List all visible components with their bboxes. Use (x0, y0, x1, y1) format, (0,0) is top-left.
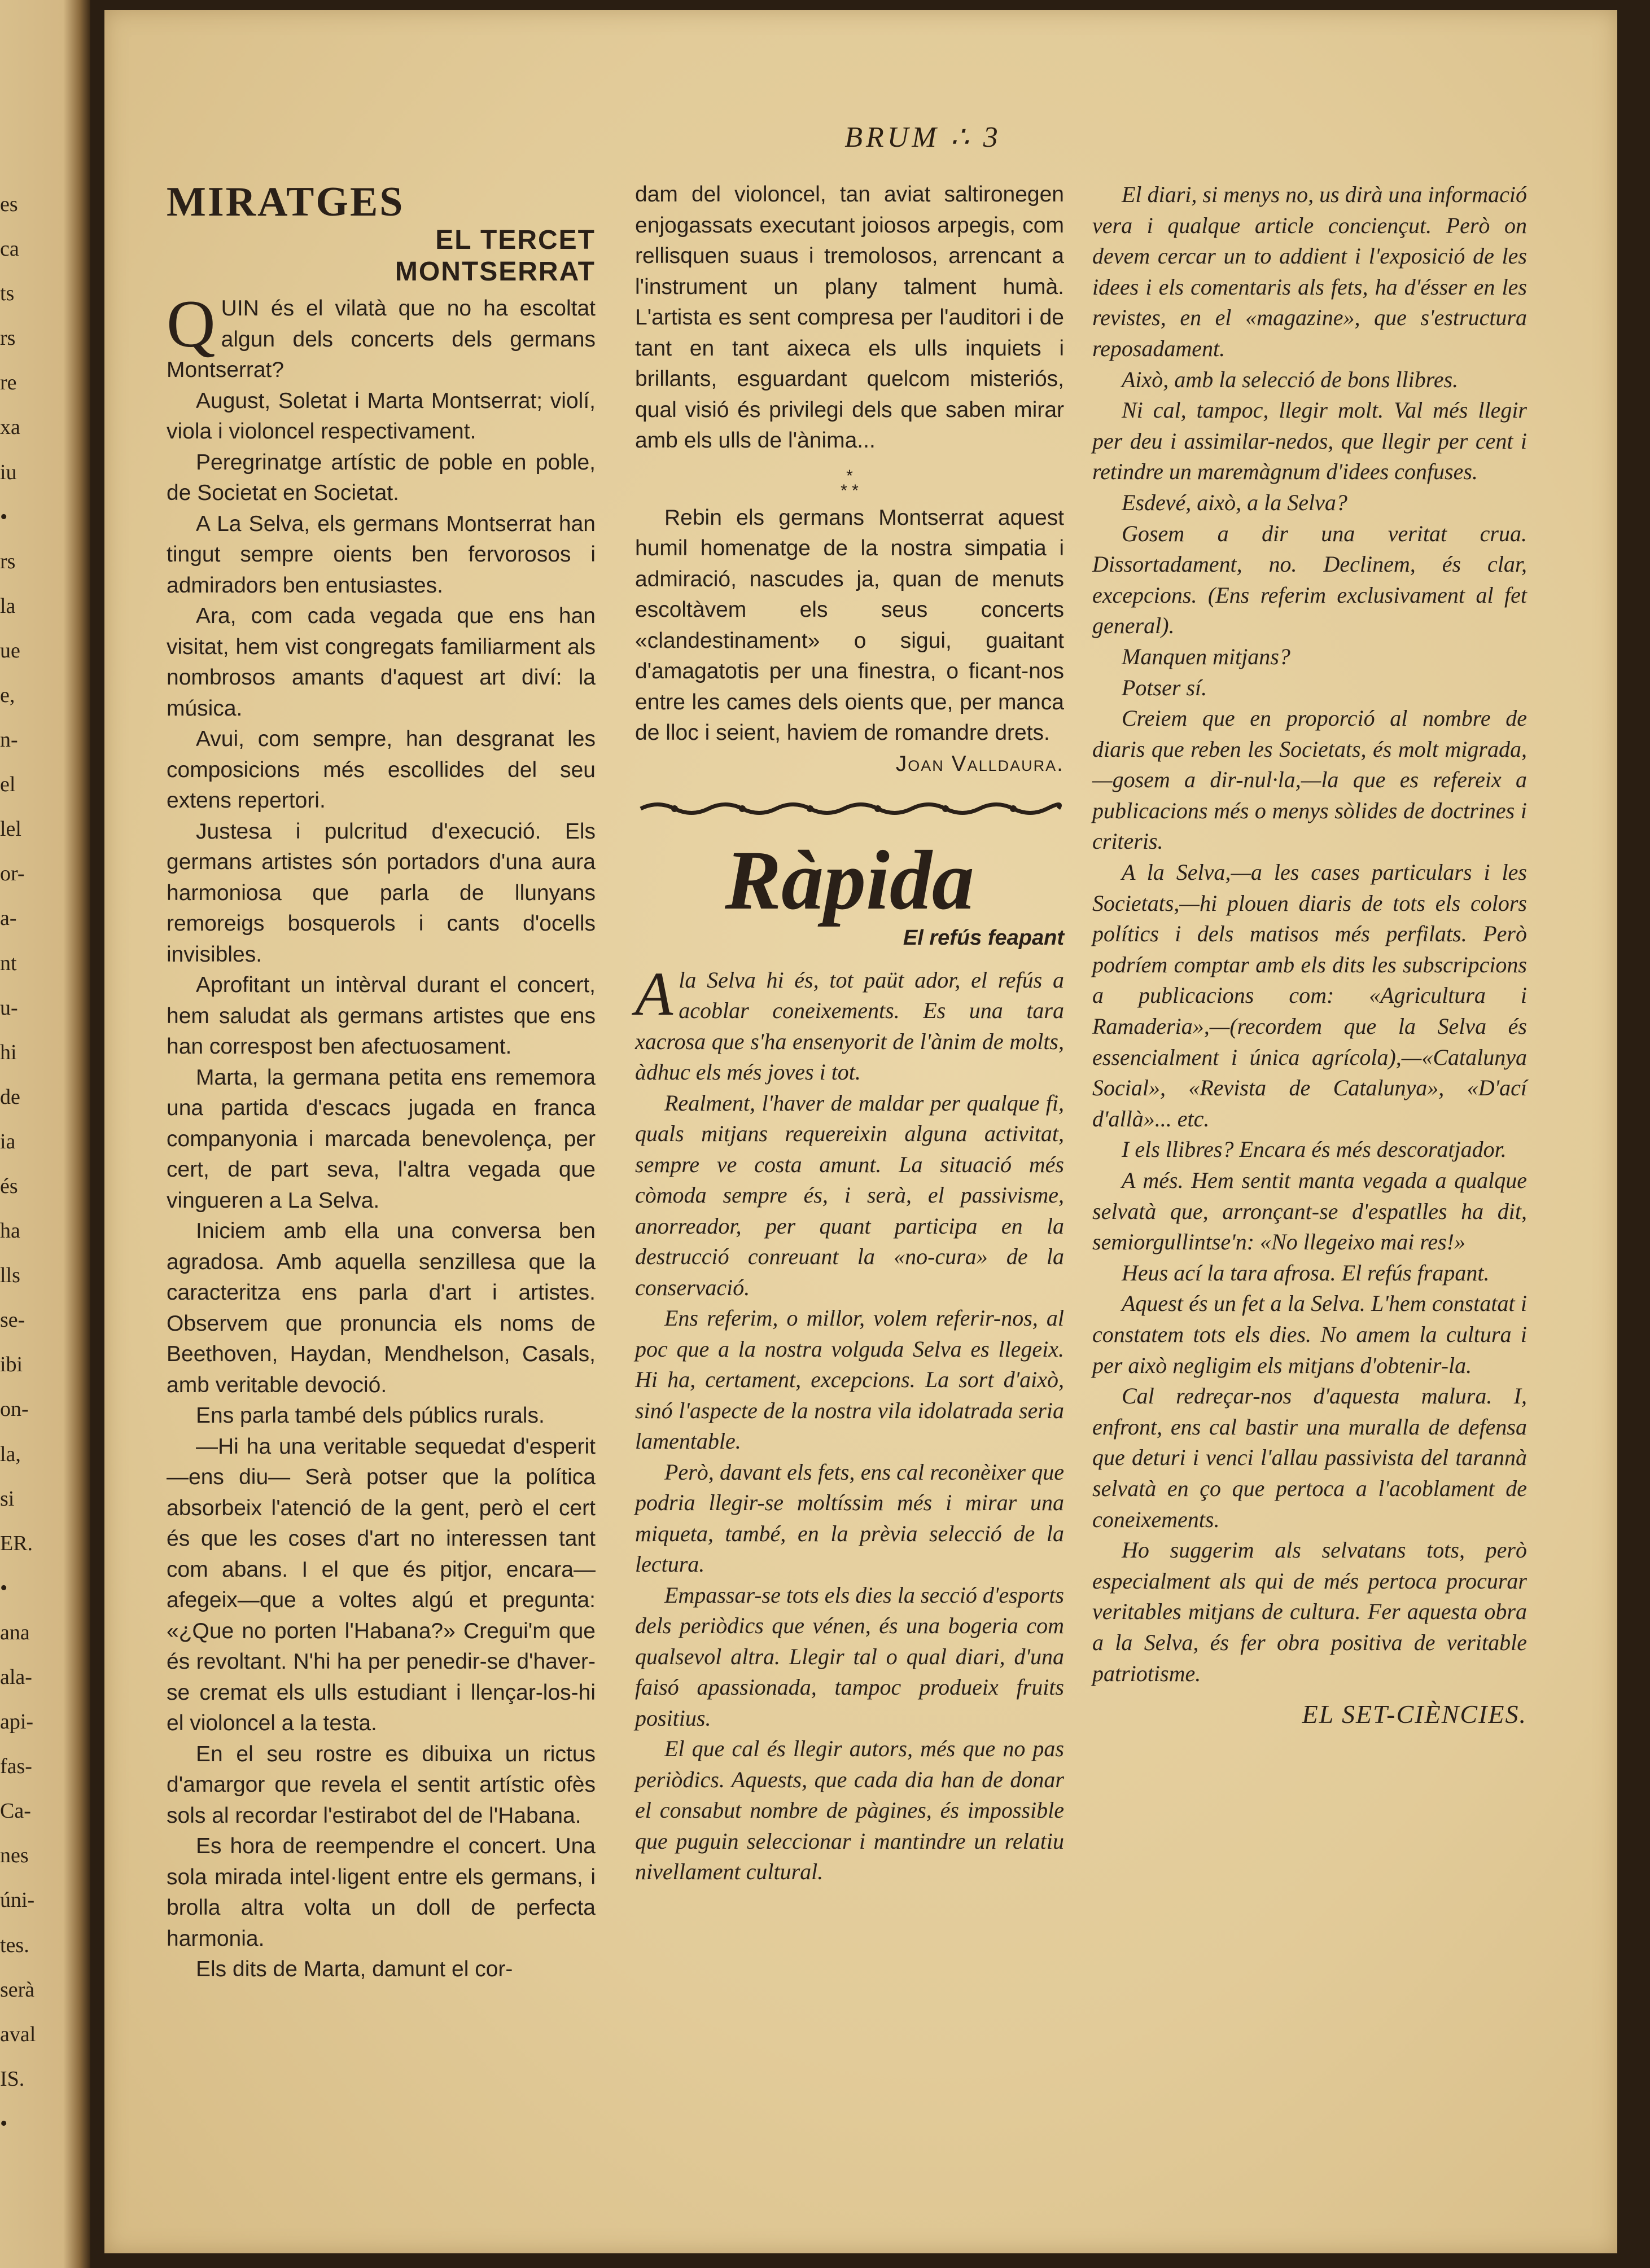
paragraph: dam del violoncel, tan aviat saltironegen enjogassats executant joiosos arpegis, com rellisquen suaus i tremolosos, arrencant a l'instrument un plany talment humà. L'artista es sent compresa per l'auditori i de tant en tant aixeca els ulls inquiets i brillants, esguardant quelcom misteriós, qual visió és privilegi dels que saben mirar amb els ulls de l'ànima... (635, 182, 1064, 453)
previous-page-text-fragment: ca (0, 237, 19, 261)
paragraph-text: UIN és el vilatà que no ha escoltat algun dels concerts dels germans Montserrat? (167, 296, 596, 382)
section-subtitle: El refús feapant (903, 926, 1064, 950)
running-head: BRUM ∴ 3 (844, 121, 1001, 153)
paragraph: En el seu rostre es dibuixa un rictus d'amargor que revela el sentit artístic ofès sols al recordar l'estirabot del de l'Habana. (167, 1741, 596, 1828)
previous-page-text-fragment: rs (0, 549, 16, 573)
paragraph: Iniciem amb ella una conversa ben agradosa. Amb aquella senzillesa que la caracteritza ens parla d'art i artistes. Observem que pronuncia els noms de Beethoven, Haydan, Mendhelson, Casals, amb veritable devoció. (167, 1219, 596, 1397)
paragraph: Però, davant els fets, ens cal reconèixer que podria llegir-se moltíssim més i mirar una miqueta, també, en la prèvia selecció de la lectura. (635, 1459, 1064, 1577)
paragraph: Els dits de Marta, damunt el cor- (196, 1957, 513, 1981)
previous-page-text-fragment: si (0, 1486, 15, 1511)
previous-page-text-fragment: ia (0, 1129, 16, 1153)
previous-page-text-fragment: e, (0, 683, 15, 707)
paragraph: Això, amb la selecció de bons llibres. (1122, 366, 1459, 392)
previous-page-text-fragment: xa (0, 415, 20, 440)
paragraph: Manquen mitjans? (1122, 643, 1290, 669)
asterisk-bottom: * * (841, 481, 859, 500)
previous-page-text-fragment: Ca- (0, 1799, 31, 1823)
section-break (635, 466, 1064, 500)
paragraph: Rebin els germans Montserrat aquest humil homenatge de la nostra simpatia i admiració, nascudes ja, quan de menuts escoltàvem els seus concerts «clandestinament» o sigui, guaitant d'amagatotis per una finestra, o ficant-nos entre les cames dels oients que, per manca de lloc i seient, haviem de romandre drets. (635, 505, 1064, 745)
asterisk-top: * (846, 466, 853, 485)
previous-page-text-fragment: fas- (0, 1754, 32, 1779)
column-miratges (167, 179, 596, 1985)
paragraph: Potser sí. (1122, 674, 1207, 700)
article-subtitle-line-1: EL TERCET (435, 225, 596, 255)
previous-page-text-fragment: IS. (0, 2067, 25, 2091)
paragraph: Ens referim, o millor, volem referir-nos, al poc que a la nostra volguda Selva es llegeix. Hi ha, certament, excepcions. La sort d'això, sinó l'aspecte de la nostra vila idolatrada seria lamentable. (635, 1305, 1064, 1454)
paragraph: Cal redreçar-nos d'aquesta malura. I, enfront, ens cal bastir una muralla de defensa que deturi i venci l'allau passivista del tarannà selvatà en ço que pertoca a l'acoblament de coneixements. (1092, 1383, 1527, 1532)
previous-page-text-fragment: ER. (0, 1531, 33, 1555)
paragraph: Creiem que en proporció al nombre de diaris que reben les Societats, és molt migrada,—gosem a dir-nul·la,—la que es refereix a publicacions més o menys sòlides de doctrines i criteris. (1092, 705, 1527, 854)
previous-page-text-fragment: n- (0, 728, 18, 752)
paragraph: Ara, com cada vegada que ens han visitat, hem vist congregats familiarment als nombrosos amants d'aquest art diví: la música. (167, 604, 596, 721)
previous-page-text-fragment: hi (0, 1040, 17, 1064)
previous-page-text-fragment: ha (0, 1219, 20, 1243)
drop-cap: Q (167, 286, 216, 361)
paragraph: Aquest és un fet a la Selva. L'hem constatat i constatem tots els dies. No amem la cultura i per això negligim els mitjans d'obtenir-la. (1092, 1291, 1527, 1378)
paragraph: Ho suggerim als selvatans tots, però especialment als qui de més pertoca procurar veritables mitjans de cultura. Fer aquesta obra a la Selva, és fer obra positiva de veritable patriotisme. (1092, 1537, 1527, 1686)
previous-page-text-fragment: on- (0, 1397, 29, 1422)
paragraph: El diari, si menys no, us dirà una informació vera i qualque article conciençut. Però on devem cercar un to addient i l'exposició de les idees i els comentaris als fets, ha d'ésser en les revistes, en el «magazine», que s'estructura reposadament. (1092, 182, 1527, 361)
paragraph: Ens parla també dels públics rurals. (196, 1403, 545, 1428)
column-middle (635, 179, 1064, 1888)
decorative-divider (635, 796, 1064, 815)
paragraph: Aprofitant un intèrval durant el concert, hem saludat als germans artistes que ens han correspost ben afectuosament. (167, 973, 596, 1059)
paragraph: Heus ací la tara afrosa. El refús frapant. (1122, 1260, 1490, 1286)
previous-page-text-fragment: or- (0, 862, 25, 886)
previous-page-text-fragment: es (0, 192, 18, 216)
previous-page-text-fragment: u- (0, 995, 18, 1020)
paragraph: Ni cal, tampoc, llegir molt. Val més llegir per deu i assimilar-nedos, que llegir per cent i retindre un maremàgnum d'idees confuses. (1092, 397, 1527, 485)
paragraph: —Hi ha una veritable sequedat d'esperit—ens diu— Serà potser que la política absorbeix l'atenció de la gent, però el cert és que les coses d'art no interessen tant com abans. I el que és pitjor, encara—afegeix—que a voltes algú et pregunta: «¿Que no porten l'Habana?» Cregui'm que és revoltant. N'hi ha per penedir-se d'haver-se cremat els ulls estudiant i llençar-los-hi el violoncel a la testa. (167, 1434, 596, 1735)
previous-page-text-fragment: aval (0, 2022, 36, 2046)
section-title: Ràpida (725, 833, 974, 927)
previous-page-text-fragment: • (0, 1576, 8, 1600)
paragraph: Gosem a dir una veritat crua. Dissortadament, no. Declinem, és clar, excepcions. (Ens referim exclusivament al fet general). (1092, 520, 1527, 639)
ornament-icon (635, 799, 1064, 818)
previous-page-text-fragment: • (0, 2111, 8, 2135)
paragraph-text: la Selva hi és, tot paüt ador, el refús a acoblar coneixements. Es una tara xacrosa que s'ha ensenyorit de l'ànim de molts, àdhuc els més joves i tot. (635, 967, 1064, 1085)
author-signature: EL SET-CIÈNCIES. (1302, 1700, 1527, 1729)
paragraph: Avui, com sempre, han desgranat les composicions més escollides del seu extens repertori. (167, 727, 596, 813)
previous-page-text-fragment: rs (0, 326, 16, 350)
paragraph: I els llibres? Encara és més descoratjador. (1122, 1137, 1507, 1162)
paragraph (167, 286, 596, 386)
previous-page-text-fragment: úni- (0, 1888, 35, 1912)
previous-page-text-fragment: la (0, 594, 16, 618)
paragraph: Peregrinatge artístic de poble en poble, de Societat en Societat. (167, 450, 596, 505)
previous-page-text-fragment: • (0, 505, 8, 529)
paragraph: El que cal és llegir autors, més que no pas periòdics. Aquests, que cada dia han de donar el consabut nombre de pàgines, és impossible que puguin seleccionar i mantindre un relatiu nivellament cultural. (635, 1736, 1064, 1884)
paragraph: A la Selva,—a les cases particulars i les Societats,—hi plouen diaris de tots els colors polítics i dels matisos més perfilats. Però podríem comptar amb els dits les subscripcions a publicacions com: «Agricultura i Ramaderia»,—(recordem que la Selva és essencialment i única agrícola),—«Catalunya Social», «Revista de Catalunya», «D'ací d'allà»... etc. (1092, 859, 1527, 1131)
previous-page-text-fragment: lls (0, 1264, 20, 1288)
previous-page-text-fragment: el (0, 773, 16, 797)
previous-page-text-fragment: nt (0, 951, 17, 975)
article-subtitle-line-2: MONTSERRAT (395, 257, 596, 287)
paragraph: Es hora de reempendre el concert. Una sola mirada intel·ligent entre els germans, i brolla altra volta un doll de perfecta harmonia. (167, 1834, 596, 1951)
previous-page-text-fragment: ala- (0, 1665, 32, 1689)
paragraph: Esdevé, això, a la Selva? (1122, 489, 1347, 515)
previous-page-text-fragment: ana (0, 1620, 30, 1644)
previous-page-text-fragment: iu (0, 460, 17, 484)
paragraph: August, Soletat i Marta Montserrat; violí, viola i violoncel respectivament. (167, 388, 596, 444)
column-right (1092, 179, 1527, 1730)
paragraph (635, 959, 1064, 1088)
previous-page-text-fragment: nes (0, 1844, 29, 1868)
previous-page-text-fragment: ts (0, 282, 15, 306)
paragraph: A més. Hem sentit manta vegada a qualque selvatà que, arronçant-se d'espatlles ha dit, semiorgullintse'n: «No llegeixo mai res!» (1092, 1168, 1527, 1255)
previous-page-text-fragment: serà (0, 1977, 35, 2002)
previous-page-text-fragment: lel (0, 817, 21, 841)
previous-page-text-fragment: ue (0, 638, 20, 663)
author-signature: Joan Valldaura. (895, 751, 1064, 776)
paragraph: Marta, la germana petita ens rememora una partida d'escacs jugada en franca companyonia i marcada benevolença, per cert, de part seva, l'altra vegada que vingueren a La Selva. (167, 1065, 596, 1213)
previous-page-text-fragment: la, (0, 1442, 21, 1466)
previous-page-text-fragment: de (0, 1085, 20, 1109)
previous-page-text-fragment: se- (0, 1308, 25, 1332)
paragraph: A La Selva, els germans Montserrat han tingut sempre oients ben fervorosos i admiradors ben entusiastes. (167, 511, 596, 598)
previous-page-text-fragment: és (0, 1174, 18, 1198)
previous-page-edge (0, 0, 90, 2268)
paragraph: Justesa i pulcritud d'execució. Els germans artistes són portadors d'una aura harmoniosa que parla de llunyans remoreigs bosquerols i cants d'ocells invisibles. (167, 819, 596, 967)
previous-page-text-fragment: tes. (0, 1933, 29, 1957)
previous-page-text-fragment: re (0, 371, 17, 395)
drop-cap: A (635, 959, 673, 1028)
previous-page-text-fragment: ibi (0, 1353, 23, 1377)
paragraph: Realment, l'haver de maldar per qualque fi, quals mitjans requereixin alguna activitat, sempre ve costa amunt. La situació més còmoda sempre és, i serà, el passivisme, anorreador, per quant participa en la destrucció conreuant la «no-cura» de la conservació. (635, 1090, 1064, 1300)
article-title: MIRATGES (167, 179, 405, 225)
previous-page-text-fragment: api- (0, 1710, 34, 1734)
previous-page-text-fragment: a- (0, 906, 17, 931)
paragraph: Empassar-se tots els dies la secció d'esports dels periòdics que vénen, és una bogeria com qualsevol altra. Llegir tal o qual diari, d'una faisó apassionada, tampoc produeix fruits positius. (635, 1582, 1064, 1731)
magazine-page (104, 10, 1617, 2253)
